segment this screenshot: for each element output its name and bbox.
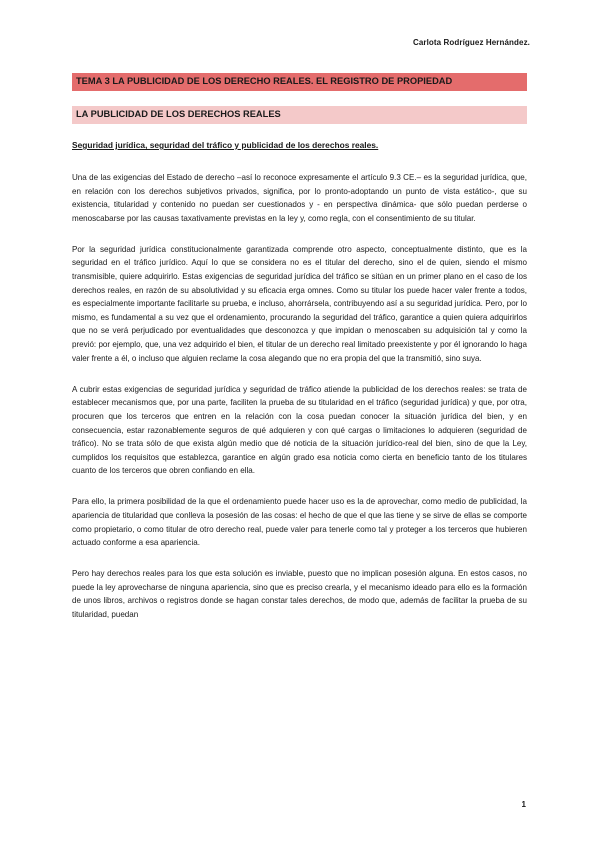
chapter-title: TEMA 3 LA PUBLICIDAD DE LOS DERECHO REALES. EL REGISTRO DE PROPIEDAD — [72, 73, 527, 91]
author-name: Carlota Rodríguez Hernández. — [412, 38, 530, 47]
paragraph-2: Por la seguridad jurídica constitucionalmente garantizada comprende otro aspecto, conceptualmente distinto, que es la seguridad en el tráfico jurídico. Aquí lo que se considera no es el titular del derecho, sino el de quien, siendo el mismo transmisible, quiere adquirirlo. Estas exigencias de seguridad jurídica del tráfico se sitúan en un primer plano en el caso de los derechos reales, en razón de su absolutividad y su eficacia erga omnes. Como su titular los puede hacer valer frente a todos, es especialmente importante facilitarle su prueba, e incluso, ahorrársela, contribuyendo así a su seguridad jurídica. Pero, por lo mismo, es fundamental a su vez que el ordenamiento, procurando la seguridad del tráfico, garantice a quien quiera adquirirlos que no se verá perjudicado por eventualidades que desconozca y que impidan o menoscaben su adquisición tal y como la previó: por ejemplo, que, una vez adquirido el bien, el titular de un derecho real limitado preexistente y por él ignorando lo haga valer frente a él, o incluso que alguien reclame la cosa alegando que no era propia del que la transmitió, sino suya. — [72, 244, 527, 363]
subsection-heading: Seguridad jurídica, seguridad del tráfico y publicidad de los derechos reales. — [72, 140, 379, 150]
body-text — [72, 171, 527, 639]
paragraph-5: Pero hay derechos reales para los que esta solución es inviable, puesto que no implican posesión alguna. En estos casos, no puede la ley aprovecharse de ninguna apariencia, sino que es preciso crearla, y el mecanismo ideado para ello es la formación de unos libros, archivos o registros donde se hagan constar tales derechos, de modo que, además de facilitar la prueba de su titularidad, puedan — [72, 569, 527, 620]
paragraph-1: Una de las exigencias del Estado de derecho –así lo reconoce expresamente el artículo 9.3 CE.– es la seguridad jurídica, que, en relación con los derechos subjetivos privados, significa, por lo pronto-adoptando un punto de vista estático-, que su existencia, titularidad y contenido no puedan ser cuestionados y - en perspectiva dinámica- que sólo puedan perderse o menoscabarse por las causas taxativamente previstas en la ley y, como regla, con el consentimiento de su titular. — [72, 173, 527, 223]
paragraph-3: A cubrir estas exigencias de seguridad jurídica y seguridad de tráfico atiende la publicidad de los derechos reales: se trata de establecer mecanismos que, por una parte, faciliten la prueba de su titularidad en el tráfico (seguridad jurídica) y que, por otra, procuren que los terceros que entren en la relación con la cosa puedan conocer la situación jurídica del bien, y en consecuencia, estar razonablemente seguros de qué adquieren y con qué cargas o limitaciones lo adquieren (seguridad de tráfico). No se trata sólo de que exista algún medio que dé noticia de la situación jurídico-real del bien, sino de que la Ley, cumplidos los requisitos que establezca, garantice en algún grado esa noticia como cierta en beneficio tanto de los titulares cuanto de los terceros que obren confiando en ella. — [72, 384, 527, 476]
paragraph-4: Para ello, la primera posibilidad de la que el ordenamiento puede hacer uso es la de aprovechar, como medio de publicidad, la apariencia de titularidad que conlleva la posesión de las cosas: el hecho de que el que las tiene y se sirve de ellas se comporte como propietario, o como titular de otro derecho real, puede valer para tenerle como tal y proteger a los terceros que hubieren actuado conforme a esa apariencia. — [72, 497, 527, 548]
page-number: 1 — [521, 800, 526, 809]
section-title: LA PUBLICIDAD DE LOS DERECHOS REALES — [72, 106, 527, 124]
